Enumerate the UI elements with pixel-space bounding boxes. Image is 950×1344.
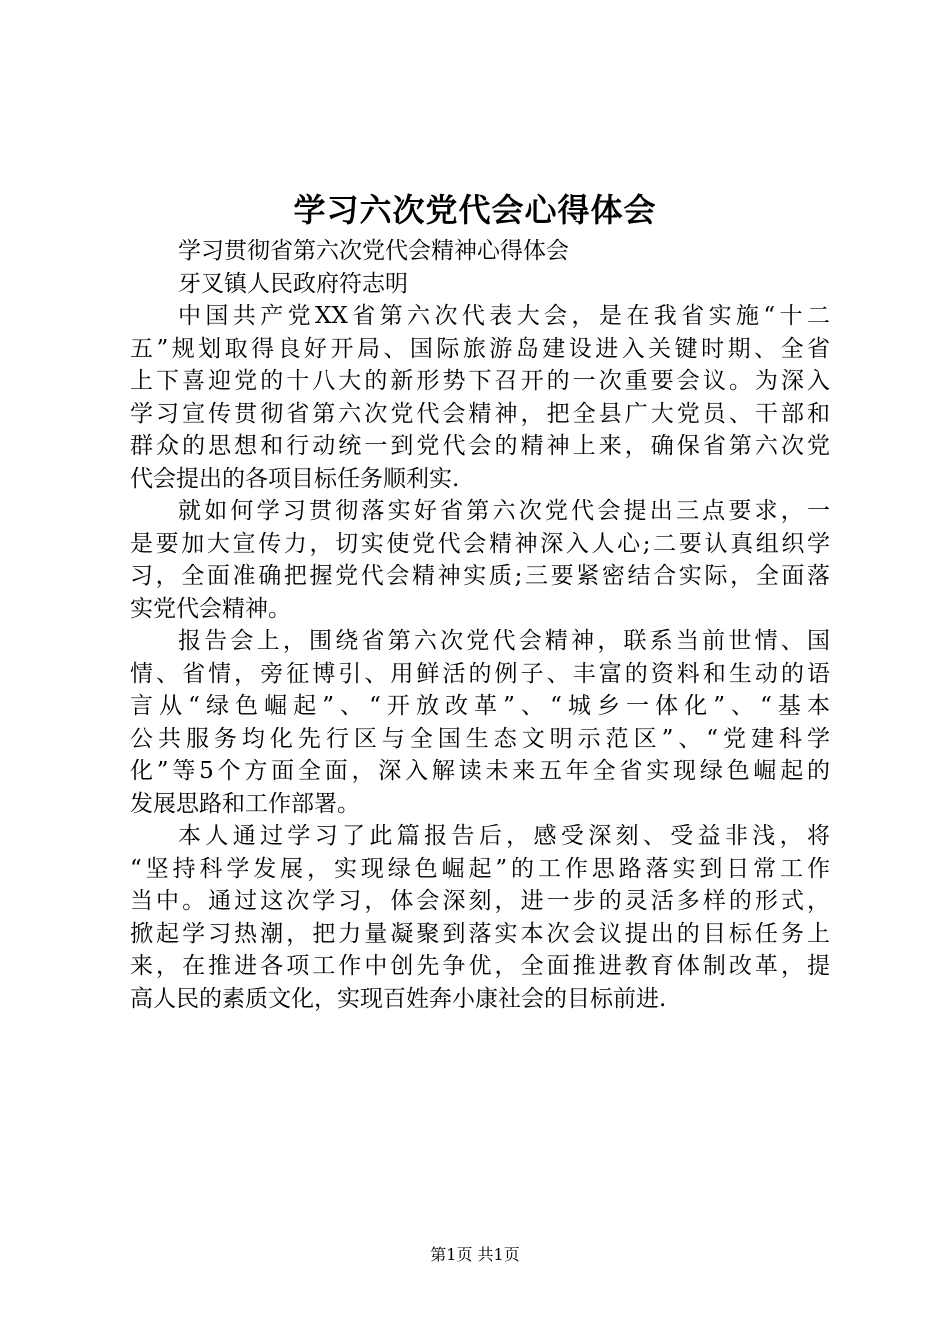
text-line: 牙叉镇人民政府符志明 (178, 270, 408, 297)
page-footer: 第1页 共1页 (430, 1245, 520, 1264)
document-title: 学习六次党代会心得体会 (293, 191, 657, 229)
text-line: 就如何学习贯彻落实好省第六次党代会提出三点要求，一 (178, 498, 830, 524)
text-line: 化”等5个方面全面，深入解读未来五年全省实现绿色崛起的 (130, 758, 830, 784)
text-line: 当中。通过这次学习，体会深刻，进一步的灵活多样的形式， (130, 888, 830, 914)
text-line: 情、省情，旁征博引、用鲜活的例子、丰富的资料和生动的语 (130, 660, 830, 687)
text-line: 掀起学习热潮，把力量凝聚到落实本次会议提出的目标任务上 (130, 920, 830, 947)
text-line: 上下喜迎党的十八大的新形势下召开的一次重要会议。为深入 (130, 368, 830, 394)
text-line: 学习宣传贯彻省第六次党代会精神，把全县广大党员、干部和 (130, 400, 830, 427)
text-line: 五”规划取得良好开局、国际旅游岛建设进入关键时期、全省 (130, 335, 830, 362)
text-line: 是要加大宣传力，切实使党代会精神深入人心;二要认真组织学 (130, 530, 830, 557)
text-line: 学习贯彻省第六次党代会精神心得体会 (178, 238, 569, 264)
text-line: 公共服务均化先行区与全国生态文明示范区”、“党建科学 (130, 725, 830, 752)
text-line: 高人民的素质文化，实现百姓奔小康社会的目标前进. (130, 985, 667, 1012)
text-line: 来，在推进各项工作中创先争优，全面推进教育体制改革，提 (130, 953, 830, 979)
text-line: 发展思路和工作部署。 (130, 790, 360, 817)
text-line: 习，全面准确把握党代会精神实质;三要紧密结合实际，全面落 (130, 563, 830, 589)
text-line: 中国共产党XX省第六次代表大会，是在我省实施“十二 (178, 303, 830, 329)
text-line: 言从“绿色崛起”、“开放改革”、“城乡一体化”、“基本 (130, 693, 830, 719)
text-line: “坚持科学发展，实现绿色崛起”的工作思路落实到日常工作 (130, 855, 830, 882)
text-line: 实党代会精神。 (130, 595, 291, 622)
document-body (130, 235, 830, 1015)
text-line: 群众的思想和行动统一到党代会的精神上来，确保省第六次党 (130, 433, 830, 459)
text-line: 代会提出的各项目标任务顺利实. (130, 465, 460, 492)
text-line: 报告会上，围绕省第六次党代会精神，联系当前世情、国 (178, 628, 830, 654)
text-line: 本人通过学习了此篇报告后，感受深刻、受益非浅，将 (178, 823, 830, 849)
